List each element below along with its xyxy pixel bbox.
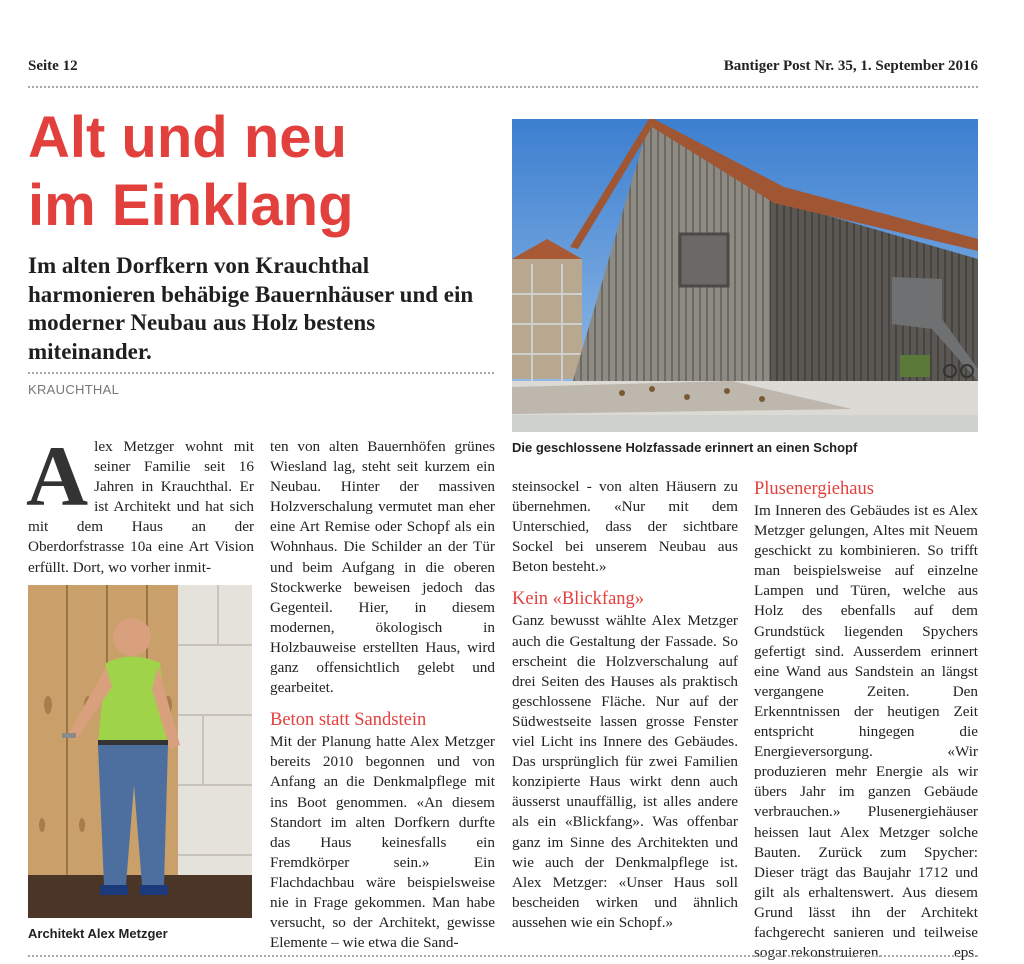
footer-divider [28,955,978,957]
paragraph: Mit der Planung hatte Alex Metzger bereits 2010 begonnen und von Anfang an die Denkmalpflege mit ins Boot genommen. «An diesem Standort im alten Dorfkern durfte das Haus keinesfalls ein Fremdkörper sein.» Ein Flachdachbau wäre beispielsweise nie in Frage gekommen. Man habe versucht, so der Architekt, gewisse Elemente – wie etwa die Sand- [270,733,495,952]
house-photo [512,119,978,432]
headline [28,104,498,240]
header-divider [28,86,978,88]
paragraph: Im Inneren des Gebäudes ist es Alex Metzger gelungen, Altes mit Neuem geschickt zu kombinieren. So trifft man beispielsweise auf einzelne Lampen und Türen, welche aus Holz des ebenfalls auf dem Grundstück liegenden Spychers gefertigt sind. Ausserdem erinnert eine Wand aus Sandstein an längst vergangene Zeiten. Den Erkenntnissen der heutigen Zeit entspricht hingegen die Energieversorgung. «Wir produzieren mehr Energie als wir übers Jahr im ganzen Gebäude verbrauchen.» Plusenergiehäuser heissen laut Alex Metzger solche Bauten. Zurück zum Spycher: Dieser trägt das Baujahr 1712 und gilt als erhaltenswert. Aus diesem Grund lässt ihn der Architekt fachgerecht sanieren und teilweise sogar rekonstruieren. [754,502,978,962]
section-heading-blickfang: Kein «Blickfang» [512,589,645,610]
column-2 [270,437,495,953]
house-photo-caption: Die geschlossene Holzfassade erinnert an einen Schopf [512,440,858,455]
page-number: Seite 12 [28,58,78,74]
column-1 [26,428,254,578]
publication-info: Bantiger Post Nr. 35, 1. September 2016 [723,58,978,74]
paragraph: ten von alten Bauernhöfen grünes Wiesland lag, steht seit kurzem ein Neubau. Hinter der massiven Holzverschalung vermutet man eher eine Art Remise oder Schopf als ein Wohnhaus. Die Schilder an der Tür und beim Aufgang in die oberen Stockwerke beweisen jedoch das Gegenteil. Hier, in diesem modernen, ökologisch in Holzbauweise erstellten Haus, wird ganz offensichtlich gelebt und gearbeitet. [270,438,495,697]
column-4 [754,477,978,963]
intro-paragraph [26,428,254,578]
paragraph: Ganz bewusst wählte Alex Metzger auch die Gestaltung der Fassade. So erscheint die Holzverschalung auf drei Seiten des Hauses als praktisch geschlossene Fläche. Nur auf der Südwestseite lassen grosse Fenster viel Licht ins Innere des Gebäudes. Das ursprünglich für zwei Familien konzipierte Haus wirkt denn auch äusserst unauffällig, ist alles andere als ein «Blickfang». Was offenbar ganz im Sinne des Architekten und wie auch der Denkmalpflege ist. Alex Metzger: «Unser Haus soll bescheiden wirken und ähnlich aussehen wie ein Schopf.» [512,612,738,931]
subtitle: Im alten Dorfkern von Krauchthal harmonieren behäbige Bauernhäuser und ein moderner Neubau aus Holz bestens miteinander. [28,253,474,364]
paragraph: steinsockel - von alten Häusern zu übernehmen. «Nur mit dem Unterschied, dass der sichtbare Sockel bei unserem Neubau aus Beton besteht.» [512,478,738,576]
section-heading-beton: Beton statt Sandstein [270,710,427,731]
column-3 [512,477,738,933]
author-signature: eps. [953,944,978,962]
location-tag: KRAUCHTHAL [28,382,120,397]
headline-line-2: im Einklang [28,173,354,238]
section-heading-plusenergie: Plusenergiehaus [754,479,874,499]
subtitle-divider [28,372,494,374]
portrait-photo [28,585,252,918]
headline-line-1: Alt und neu [28,105,347,170]
drop-cap: A [26,428,89,524]
intro-text: lex Metzger wohnt mit seiner Familie seit 16 Jahren in Krauchthal. Er ist Architekt und hat sich mit dem Haus an der Oberdorfstrasse 10a eine Art Vision erfüllt. Dort, wo vorher inmit- [28,438,254,576]
portrait-photo-caption: Architekt Alex Metzger [28,926,168,941]
